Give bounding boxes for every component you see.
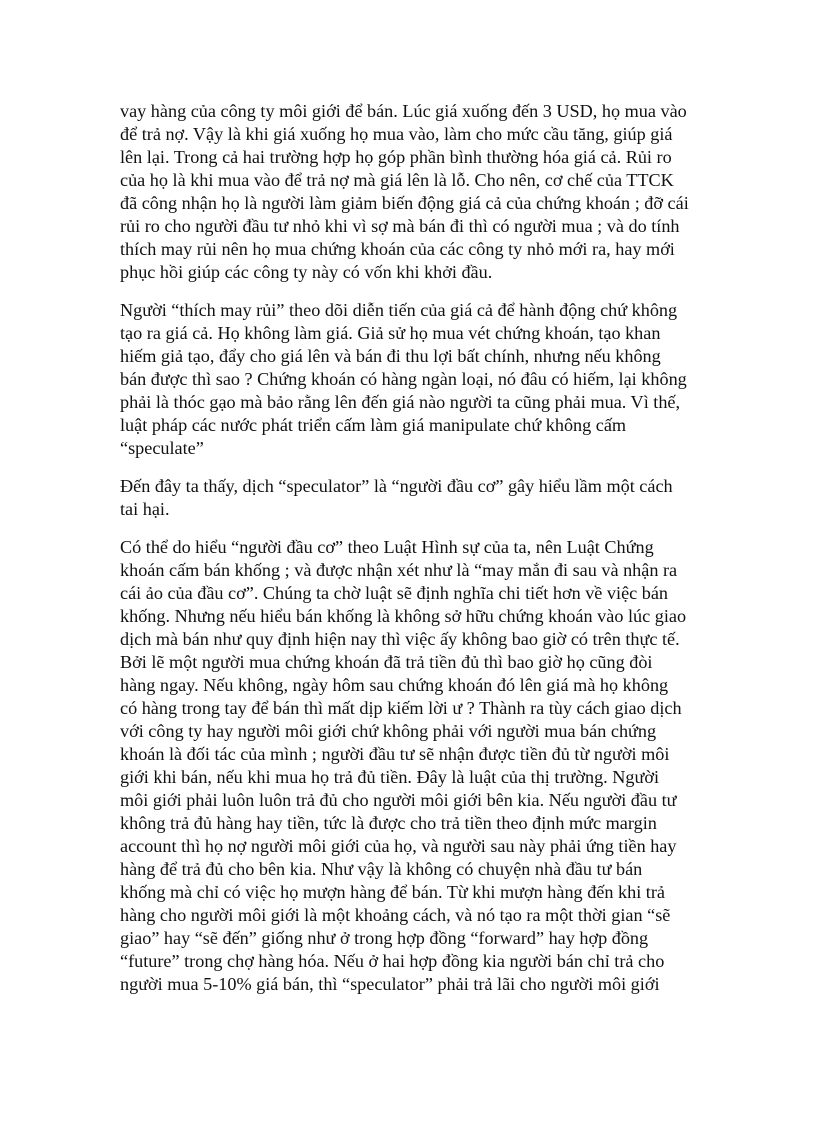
text-line: giới khi bán, nếu khi mua họ trả đủ tiền. Đây là luật của thị trường. Người [120, 767, 660, 787]
text-line: Đến đây ta thấy, dịch “speculator” là “người đầu cơ” gây hiểu lầm một cách [120, 476, 673, 496]
text-line: thích may rủi nên họ mua chứng khoán của các công ty nhỏ mới ra, hay mới [120, 239, 675, 259]
text-line: tai hại. [120, 499, 170, 519]
text-line: đã công nhận họ là người làm giảm biến động giá cả của chứng khoán ; đỡ cái [120, 193, 689, 213]
text-line: để trả nợ. Vậy là khi giá xuống họ mua vào, làm cho mức cầu tăng, giúp giá [120, 124, 673, 144]
text-line: Có thể do hiểu “người đầu cơ” theo Luật Hình sự của ta, nên Luật Chứng [120, 537, 654, 557]
text-line: khoán cấm bán khống ; và được nhận xét như là “may mắn đi sau và nhận ra [120, 560, 678, 580]
text-line: phải là thóc gạo mà bảo rằng lên đến giá nào người ta cũng phải mua. Vì thế, [120, 392, 681, 412]
text-line: luật pháp các nước phát triển cấm làm giá manipulate chứ không cấm [120, 415, 627, 435]
paragraph-1 [120, 100, 700, 284]
paragraph-4 [120, 536, 700, 996]
text-line: account thì họ nợ người môi giới của họ, và người sau này phải ứng tiền hay [120, 836, 677, 856]
text-line: hàng ngay. Nếu không, ngày hôm sau chứng khoán đó lên giá mà họ không [120, 675, 669, 695]
text-line: cái ảo của đầu cơ”. Chúng ta chờ luật sẽ định nghĩa chi tiết hơn về việc bán [120, 583, 669, 603]
text-line: tạo ra giá cả. Họ không làm giá. Giả sử họ mua vét chứng khoán, tạo khan [120, 323, 661, 343]
text-line: hàng để trả đủ cho bên kia. Như vậy là không có chuyện nhà đầu tư bán [120, 859, 643, 879]
text-line: rủi ro cho người đầu tư nhỏ khi vì sợ mà bán đi thì có người mua ; và do tính [120, 216, 680, 236]
paragraph-2 [120, 299, 700, 460]
text-line: môi giới phải luôn luôn trả đủ cho người môi giới bên kia. Nếu người đầu tư [120, 790, 677, 810]
text-line: vay hàng của công ty môi giới để bán. Lúc giá xuống đến 3 USD, họ mua vào [120, 101, 687, 121]
text-line: khống. Nhưng nếu hiểu bán khống là không sở hữu chứng khoán vào lúc giao [120, 606, 687, 626]
text-line: khoán là đối tác của mình ; người đầu tư sẽ nhận được tiền đủ từ người môi [120, 744, 670, 764]
text-line: Bởi lẽ một người mua chứng khoán đã trả tiền đủ thì bao giờ họ cũng đòi [120, 652, 653, 672]
text-line: phục hồi giúp các công ty này có vốn khi khởi đầu. [120, 262, 493, 282]
text-line: giao” hay “sẽ đến” giống như ở trong hợp đồng “forward” hay hợp đồng [120, 928, 649, 948]
text-line: hàng cho người môi giới là một khoảng cách, và nó tạo ra một thời gian “sẽ [120, 905, 671, 925]
text-line: của họ là khi mua vào để trả nợ mà giá lên là lỗ. Cho nên, cơ chế của TTCK [120, 170, 674, 190]
document-page [120, 100, 700, 1011]
text-line: không trả đủ hàng hay tiền, tức là được cho trả tiền theo định mức margin [120, 813, 657, 833]
text-line: bán được thì sao ? Chứng khoán có hàng ngàn loại, nó đâu có hiếm, lại không [120, 369, 687, 389]
text-line: lên lại. Trong cả hai trường hợp họ góp phần bình thường hóa giá cả. Rủi ro [120, 147, 672, 167]
text-line: Người “thích may rủi” theo dõi diễn tiến của giá cả để hành động chứ không [120, 300, 678, 320]
text-line: “speculate” [120, 438, 204, 458]
text-line: có hàng trong tay để bán thì mất dịp kiếm lời ư ? Thành ra tùy cách giao dịch [120, 698, 682, 718]
text-line: với công ty hay người môi giới chứ không phải với người mua bán chứng [120, 721, 657, 741]
text-line: dịch mà bán như quy định hiện nay thì việc ấy không bao giờ có trên thực tế. [120, 629, 680, 649]
text-line: người mua 5-10% giá bán, thì “speculator” phải trả lãi cho người môi giới [120, 974, 660, 994]
text-line: khống mà chỉ có việc họ mượn hàng để bán. Từ khi mượn hàng đến khi trả [120, 882, 665, 902]
text-line: hiếm giả tạo, đẩy cho giá lên và bán đi thu lợi bất chính, nhưng nếu không [120, 346, 661, 366]
text-line: “future” trong chợ hàng hóa. Nếu ở hai hợp đồng kia người bán chỉ trả cho [120, 951, 665, 971]
paragraph-3 [120, 475, 700, 521]
